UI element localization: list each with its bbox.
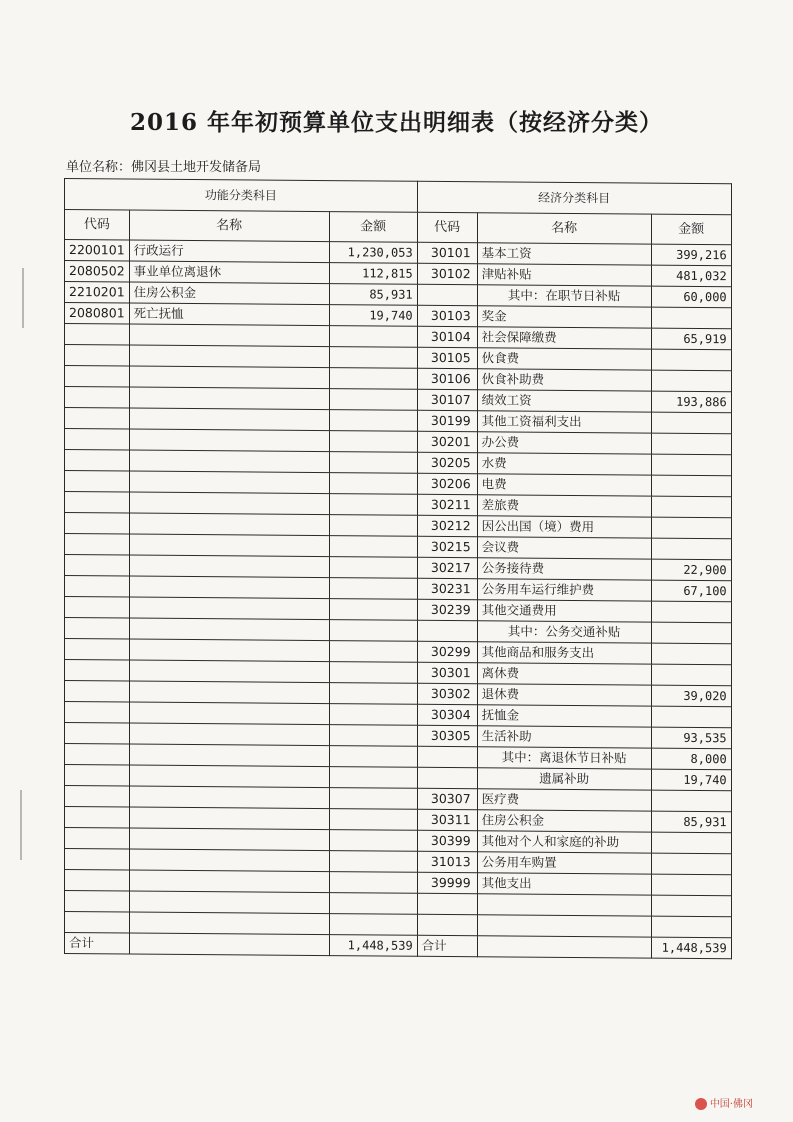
economic-name-cell: 社会保障缴费 bbox=[477, 327, 651, 349]
economic-amount-cell: 60,000 bbox=[651, 286, 731, 308]
functional-code-cell bbox=[65, 807, 130, 829]
economic-name-cell: 公务接待费 bbox=[477, 558, 651, 580]
functional-code-cell bbox=[65, 891, 130, 913]
functional-name-cell bbox=[129, 744, 329, 767]
functional-name-cell bbox=[129, 765, 329, 788]
economic-amount-cell bbox=[651, 832, 731, 854]
functional-code-cell bbox=[65, 555, 130, 577]
economic-code-cell bbox=[417, 767, 477, 788]
functional-code-cell bbox=[65, 576, 130, 598]
economic-amount-cell bbox=[651, 601, 731, 623]
functional-code-cell bbox=[65, 324, 130, 346]
functional-amount-cell bbox=[329, 368, 417, 390]
functional-name-cell bbox=[129, 408, 329, 431]
functional-code-cell bbox=[65, 702, 130, 724]
functional-amount-cell: 19,740 bbox=[329, 305, 417, 327]
watermark bbox=[695, 1095, 753, 1110]
functional-name-cell bbox=[129, 492, 329, 515]
functional-name-cell bbox=[129, 912, 329, 935]
economic-code-cell: 30311 bbox=[417, 809, 477, 830]
functional-name-cell bbox=[129, 639, 329, 662]
functional-code-cell bbox=[65, 618, 130, 640]
economic-amount-cell bbox=[651, 874, 731, 896]
functional-name-cell bbox=[129, 366, 329, 389]
economic-amount-cell bbox=[651, 517, 731, 539]
functional-amount-cell bbox=[329, 494, 417, 516]
functional-name-cell: 死亡抚恤 bbox=[129, 303, 329, 326]
functional-amount-cell bbox=[329, 389, 417, 411]
economic-name-cell: 伙食费 bbox=[477, 348, 651, 370]
functional-name-cell bbox=[129, 702, 329, 725]
economic-name-header: 名称 bbox=[477, 213, 651, 244]
economic-code-cell bbox=[417, 893, 477, 914]
functional-amount-cell bbox=[329, 515, 417, 537]
functional-amount-cell bbox=[329, 809, 417, 831]
economic-code-cell: 30211 bbox=[417, 494, 477, 515]
economic-name-cell: 住房公积金 bbox=[477, 810, 651, 832]
functional-code-cell bbox=[65, 450, 130, 472]
functional-code-cell: 2080801 bbox=[65, 303, 130, 325]
economic-amount-cell: 65,919 bbox=[651, 328, 731, 350]
economic-amount-cell bbox=[651, 433, 731, 455]
economic-total-label: 合计 bbox=[417, 935, 477, 956]
economic-amount-cell bbox=[651, 307, 731, 329]
functional-code-cell bbox=[65, 534, 130, 556]
functional-code-cell bbox=[65, 744, 130, 766]
functional-total-amount: 1,448,539 bbox=[329, 935, 417, 957]
functional-name-cell: 事业单位离退休 bbox=[129, 261, 329, 284]
functional-name-cell bbox=[129, 870, 329, 893]
functional-amount-cell bbox=[329, 767, 417, 789]
functional-amount-cell bbox=[329, 662, 417, 684]
economic-code-cell: 30302 bbox=[417, 683, 477, 704]
functional-amount-cell bbox=[329, 788, 417, 810]
economic-code-cell bbox=[417, 284, 477, 305]
economic-name-cell bbox=[477, 894, 651, 916]
functional-amount-cell bbox=[329, 704, 417, 726]
functional-amount-cell bbox=[329, 746, 417, 768]
economic-amount-cell bbox=[651, 853, 731, 875]
economic-amount-cell bbox=[651, 412, 731, 434]
functional-amount-header: 金额 bbox=[329, 212, 417, 243]
economic-name-cell: 医疗费 bbox=[477, 789, 651, 811]
economic-total-amount: 1,448,539 bbox=[651, 937, 731, 959]
economic-name-cell: 水费 bbox=[477, 453, 651, 475]
economic-amount-header: 金额 bbox=[651, 214, 731, 245]
economic-name-cell: 生活补助 bbox=[477, 726, 651, 748]
economic-code-cell: 30304 bbox=[417, 704, 477, 725]
economic-amount-cell: 93,535 bbox=[651, 727, 731, 749]
functional-section-header: 功能分类科目 bbox=[65, 179, 418, 213]
economic-amount-cell bbox=[651, 622, 731, 644]
functional-code-cell: 2200101 bbox=[65, 240, 130, 262]
economic-code-cell: 31013 bbox=[417, 851, 477, 872]
economic-section-header: 经济分类科目 bbox=[417, 181, 731, 214]
economic-code-cell: 30107 bbox=[417, 389, 477, 410]
functional-name-cell bbox=[129, 450, 329, 473]
economic-name-cell: 差旅费 bbox=[477, 495, 651, 517]
functional-amount-cell bbox=[329, 683, 417, 705]
functional-name-cell bbox=[129, 534, 329, 557]
economic-code-cell: 30231 bbox=[417, 578, 477, 599]
economic-name-cell: 其中：离退休节日补贴 bbox=[477, 747, 651, 769]
economic-name-cell: 会议费 bbox=[477, 537, 651, 559]
site-logo-icon bbox=[695, 1098, 707, 1110]
economic-code-cell bbox=[417, 746, 477, 767]
economic-name-cell: 抚恤金 bbox=[477, 705, 651, 727]
economic-name-cell: 绩效工资 bbox=[477, 390, 651, 412]
functional-name-cell bbox=[129, 681, 329, 704]
functional-code-cell bbox=[65, 723, 130, 745]
economic-code-cell: 30217 bbox=[417, 557, 477, 578]
economic-code-cell: 39999 bbox=[417, 872, 477, 893]
functional-code-cell bbox=[65, 471, 130, 493]
functional-code-cell: 2080502 bbox=[65, 261, 130, 283]
economic-name-cell: 其他工资福利支出 bbox=[477, 411, 651, 433]
economic-code-cell bbox=[417, 914, 477, 935]
economic-name-cell: 其他商品和服务支出 bbox=[477, 642, 651, 664]
functional-amount-cell bbox=[329, 893, 417, 915]
economic-code-cell: 30102 bbox=[417, 263, 477, 284]
functional-name-cell bbox=[129, 597, 329, 620]
economic-amount-cell: 39,020 bbox=[651, 685, 731, 707]
economic-amount-cell bbox=[651, 454, 731, 476]
economic-name-cell: 公务用车运行维护费 bbox=[477, 579, 651, 601]
functional-name-cell bbox=[129, 513, 329, 536]
economic-code-cell: 30103 bbox=[417, 305, 477, 326]
economic-name-cell: 其他对个人和家庭的补助 bbox=[477, 831, 651, 853]
functional-amount-cell bbox=[329, 599, 417, 621]
economic-amount-cell bbox=[651, 349, 731, 371]
economic-code-cell: 30305 bbox=[417, 725, 477, 746]
functional-name-cell bbox=[129, 324, 329, 347]
economic-name-cell: 奖金 bbox=[477, 306, 651, 328]
functional-code-cell bbox=[65, 492, 130, 514]
economic-code-cell: 30206 bbox=[417, 473, 477, 494]
economic-code-header: 代码 bbox=[417, 212, 477, 242]
economic-amount-cell bbox=[651, 916, 731, 938]
economic-code-cell: 30239 bbox=[417, 599, 477, 620]
economic-name-cell: 公务用车购置 bbox=[477, 852, 651, 874]
functional-code-cell bbox=[65, 912, 130, 934]
economic-code-cell: 30205 bbox=[417, 452, 477, 473]
functional-amount-cell bbox=[329, 557, 417, 579]
page-title: 2016 年年初预算单位支出明细表（按经济分类） bbox=[129, 109, 664, 136]
functional-name-cell bbox=[129, 555, 329, 578]
functional-code-cell bbox=[65, 660, 130, 682]
functional-name-cell bbox=[129, 849, 329, 872]
economic-code-cell: 30399 bbox=[417, 830, 477, 851]
economic-amount-cell bbox=[651, 643, 731, 665]
total-row bbox=[65, 933, 732, 959]
functional-code-cell bbox=[65, 387, 130, 409]
functional-amount-cell: 112,815 bbox=[329, 263, 417, 285]
functional-code-cell bbox=[65, 786, 130, 808]
economic-code-cell: 30299 bbox=[417, 641, 477, 662]
economic-amount-cell: 67,100 bbox=[651, 580, 731, 602]
scan-mark bbox=[20, 790, 22, 860]
economic-amount-cell bbox=[651, 706, 731, 728]
functional-amount-cell bbox=[329, 473, 417, 495]
functional-amount-cell: 85,931 bbox=[329, 284, 417, 306]
functional-name-cell bbox=[129, 807, 329, 830]
functional-code-header: 代码 bbox=[65, 210, 130, 241]
economic-code-cell: 30106 bbox=[417, 368, 477, 389]
economic-amount-cell: 85,931 bbox=[651, 811, 731, 833]
economic-name-cell: 其中：公务交通补贴 bbox=[477, 621, 651, 643]
functional-amount-cell bbox=[329, 725, 417, 747]
economic-code-cell: 30215 bbox=[417, 536, 477, 557]
functional-amount-cell bbox=[329, 872, 417, 894]
economic-name-cell: 因公出国（境）费用 bbox=[477, 516, 651, 538]
functional-code-cell bbox=[65, 849, 130, 871]
functional-amount-cell: 1,230,053 bbox=[329, 242, 417, 264]
functional-code-cell bbox=[65, 597, 130, 619]
functional-code-cell bbox=[65, 366, 130, 388]
economic-name-cell: 离休费 bbox=[477, 663, 651, 685]
functional-name-cell bbox=[129, 429, 329, 452]
economic-name-cell: 津贴补贴 bbox=[477, 264, 651, 286]
functional-code-cell bbox=[65, 345, 130, 367]
functional-code-cell bbox=[65, 681, 130, 703]
economic-code-cell: 30104 bbox=[417, 326, 477, 347]
economic-code-cell: 30199 bbox=[417, 410, 477, 431]
economic-code-cell: 30201 bbox=[417, 431, 477, 452]
economic-name-cell: 其他交通费用 bbox=[477, 600, 651, 622]
economic-code-cell: 30212 bbox=[417, 515, 477, 536]
functional-name-cell bbox=[129, 723, 329, 746]
economic-name-cell: 其他支出 bbox=[477, 873, 651, 895]
economic-amount-cell: 481,032 bbox=[651, 265, 731, 287]
watermark-text: 中国·佛冈 bbox=[709, 1099, 753, 1110]
functional-name-cell bbox=[129, 387, 329, 410]
functional-amount-cell bbox=[329, 410, 417, 432]
functional-code-cell: 2210201 bbox=[65, 282, 130, 304]
functional-name-cell bbox=[129, 891, 329, 914]
economic-code-cell: 30105 bbox=[417, 347, 477, 368]
functional-name-cell bbox=[129, 618, 329, 641]
economic-amount-cell bbox=[651, 370, 731, 392]
functional-name-cell bbox=[129, 786, 329, 809]
economic-amount-cell bbox=[651, 664, 731, 686]
functional-amount-cell bbox=[329, 641, 417, 663]
economic-amount-cell: 8,000 bbox=[651, 748, 731, 770]
economic-amount-cell bbox=[651, 895, 731, 917]
economic-name-cell: 办公费 bbox=[477, 432, 651, 454]
economic-code-cell: 30301 bbox=[417, 662, 477, 683]
functional-name-cell bbox=[129, 345, 329, 368]
functional-name-header: 名称 bbox=[129, 210, 329, 242]
functional-name-cell: 行政运行 bbox=[129, 240, 329, 263]
economic-amount-cell: 399,216 bbox=[651, 244, 731, 266]
economic-name-cell: 基本工资 bbox=[477, 243, 651, 265]
functional-code-cell bbox=[65, 513, 130, 535]
unit-name: 单位名称：佛冈县土地开发储备局 bbox=[66, 160, 262, 175]
economic-name-cell: 退休费 bbox=[477, 684, 651, 706]
functional-code-cell bbox=[65, 639, 130, 661]
economic-name-cell: 电费 bbox=[477, 474, 651, 496]
functional-amount-cell bbox=[329, 914, 417, 936]
functional-total-label: 合计 bbox=[65, 933, 130, 955]
functional-amount-cell bbox=[329, 851, 417, 873]
economic-amount-cell bbox=[651, 496, 731, 518]
functional-code-cell bbox=[65, 765, 130, 787]
functional-code-cell bbox=[65, 870, 130, 892]
functional-name-cell bbox=[129, 828, 329, 851]
economic-amount-cell bbox=[651, 538, 731, 560]
economic-amount-cell: 19,740 bbox=[651, 769, 731, 791]
functional-amount-cell bbox=[329, 452, 417, 474]
economic-name-cell: 其中：在职节日补贴 bbox=[477, 285, 651, 307]
economic-amount-cell bbox=[651, 475, 731, 497]
functional-amount-cell bbox=[329, 578, 417, 600]
economic-amount-cell bbox=[651, 790, 731, 812]
functional-name-cell: 住房公积金 bbox=[129, 282, 329, 305]
functional-code-cell bbox=[65, 828, 130, 850]
scan-mark bbox=[22, 268, 24, 328]
economic-code-cell: 30307 bbox=[417, 788, 477, 809]
economic-amount-cell: 193,886 bbox=[651, 391, 731, 413]
functional-name-cell bbox=[129, 471, 329, 494]
functional-amount-cell bbox=[329, 347, 417, 369]
economic-amount-cell: 22,900 bbox=[651, 559, 731, 581]
economic-code-cell: 30101 bbox=[417, 242, 477, 263]
economic-name-cell bbox=[477, 915, 651, 937]
functional-amount-cell bbox=[329, 620, 417, 642]
functional-amount-cell bbox=[329, 431, 417, 453]
functional-amount-cell bbox=[329, 830, 417, 852]
functional-code-cell bbox=[65, 408, 130, 430]
expenditure-table bbox=[64, 178, 732, 959]
economic-name-cell: 伙食补助费 bbox=[477, 369, 651, 391]
functional-amount-cell bbox=[329, 536, 417, 558]
economic-code-cell bbox=[417, 620, 477, 641]
functional-amount-cell bbox=[329, 326, 417, 348]
functional-name-cell bbox=[129, 660, 329, 683]
economic-name-cell: 遗属补助 bbox=[477, 768, 651, 790]
functional-name-cell bbox=[129, 576, 329, 599]
functional-code-cell bbox=[65, 429, 130, 451]
